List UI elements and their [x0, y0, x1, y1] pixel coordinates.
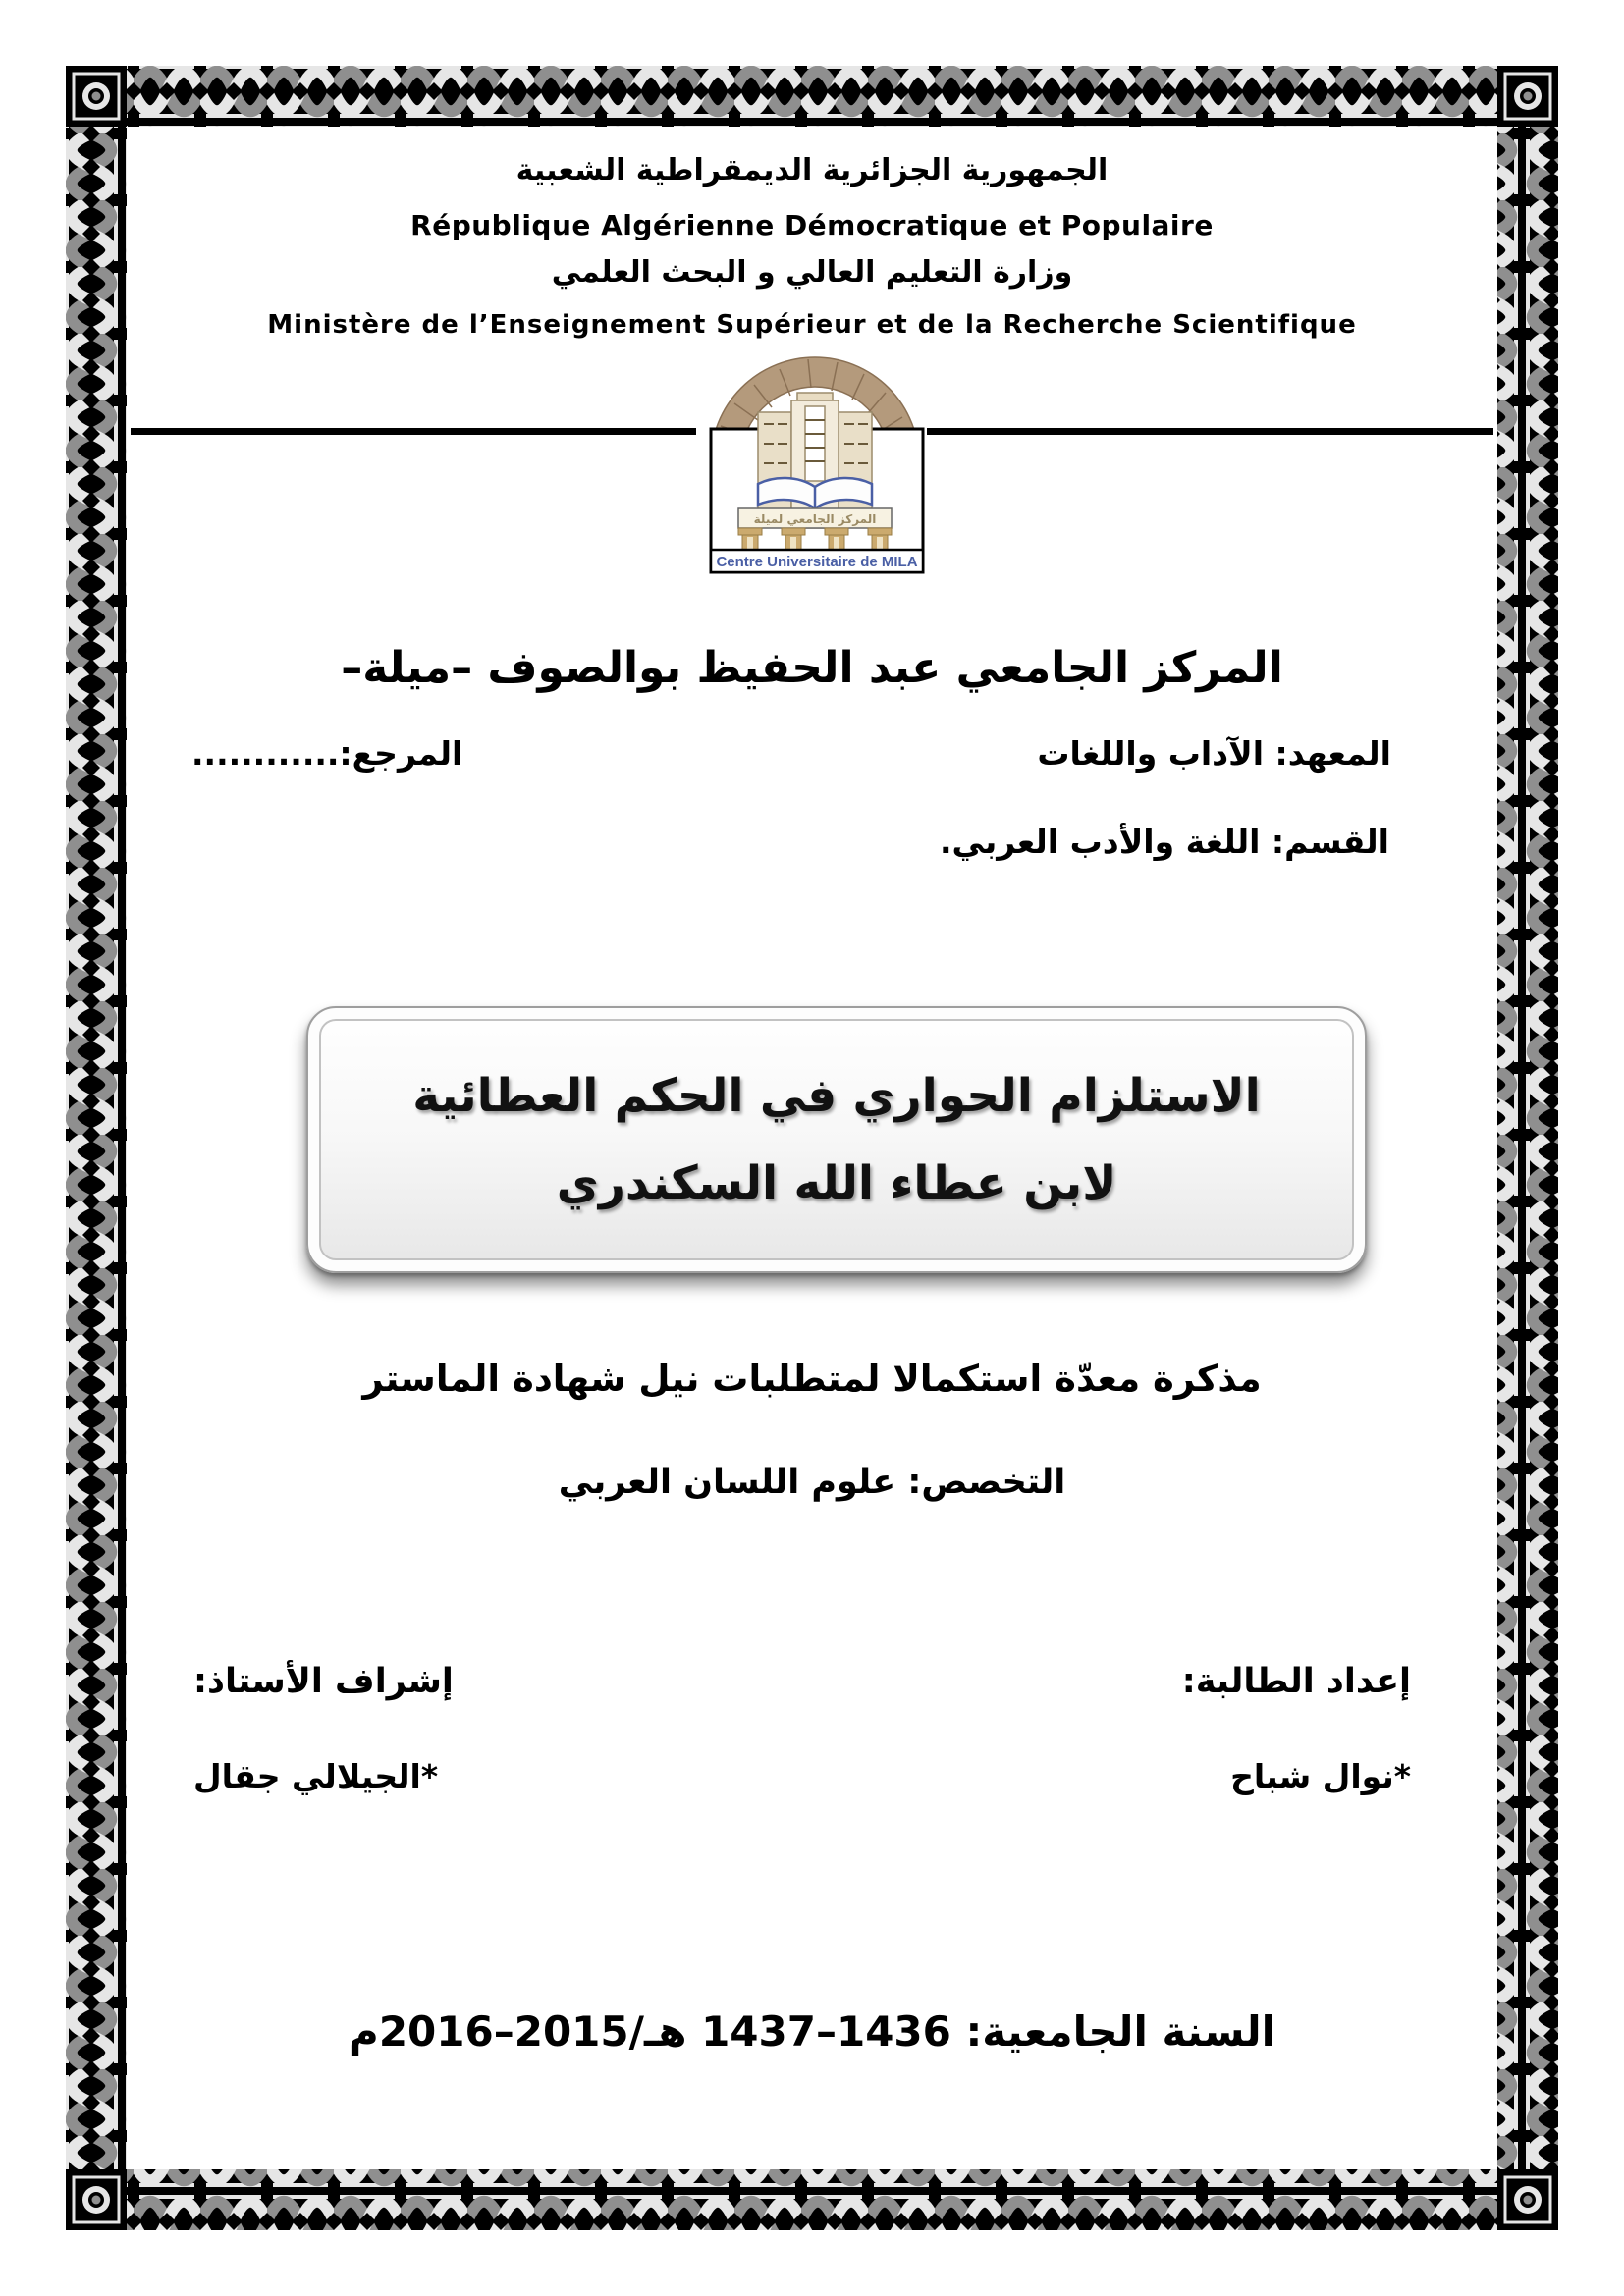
- student-name: *نوال شباح: [1230, 1757, 1411, 1795]
- divider-line-right: [927, 428, 1493, 435]
- ministry-name-french: Ministère de l’Enseignement Supérieur et de la Recherche Scientifique: [267, 310, 1357, 340]
- ministry-name-arabic: وزارة التعليم العالي و البحث العلمي: [551, 255, 1073, 290]
- specialty-line: التخصص: علوم اللسان العربي: [558, 1463, 1066, 1502]
- reference-line: المرجع:............: [191, 734, 463, 773]
- thesis-title-line2: لابن عطاء الله السكندري: [556, 1156, 1117, 1210]
- university-name-line: المركز الجامعي عبد الحفيظ بوالصوف –ميلة–: [341, 643, 1283, 693]
- thesis-title-line1: الاستلزام الحواري في الحكم العطائية: [412, 1069, 1261, 1123]
- thesis-title-box: [306, 1006, 1367, 1273]
- memoir-description-line: مذكرة معدّة استكمالا لمتطلبات نيل شهادة الماستر: [362, 1358, 1262, 1400]
- republic-name-french: République Algérienne Démocratique et Populaire: [410, 209, 1214, 241]
- academic-year-line: السنة الجامعية: 1436–1437 هـ/2015–2016م: [349, 2007, 1275, 2056]
- supervisor-name: *الجيلالي جقال: [193, 1757, 439, 1795]
- logo-caption: Centre Universitaire de MILA: [716, 554, 918, 570]
- republic-name-arabic: الجمهورية الجزائرية الديمقراطية الشعبية: [515, 153, 1109, 187]
- institute-line: المعهد: الآداب واللغات: [1037, 734, 1391, 773]
- logo-banner-text: المركز الجامعي لميلة: [753, 512, 877, 526]
- university-logo: [695, 342, 935, 579]
- divider-line-left: [131, 428, 696, 435]
- department-line: القسم: اللغة والأدب العربي.: [939, 823, 1389, 861]
- supervisor-heading: إشراف الأستاذ:: [193, 1662, 454, 1701]
- prepared-by-heading: إعداد الطالبة:: [1181, 1662, 1411, 1701]
